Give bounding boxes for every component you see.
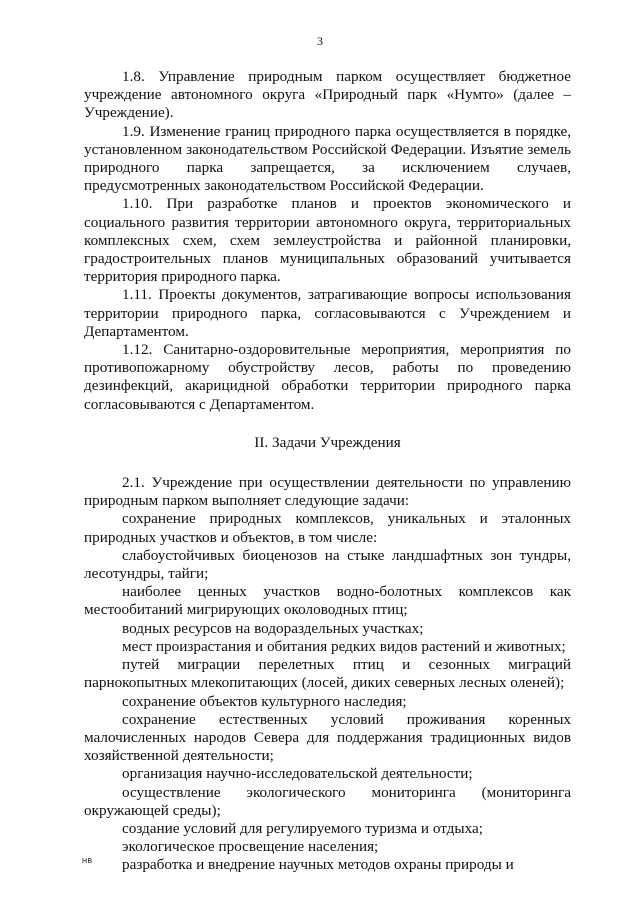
task-item: сохранение объектов культурного наследия; [122, 692, 407, 710]
task-item: осуществление экологического мониторинга (мониторинга окружающей среды); [84, 783, 571, 819]
paragraph-1-8: 1.8. Управление природным парком осуществляет бюджетное учреждение автономного округа «Природный парк «Нумто» (далее – Учреждение). [84, 68, 571, 122]
task-item: экологическое просвещение населения; [122, 838, 379, 856]
document-body [84, 68, 571, 875]
task-item: организация научно-исследовательской деятельности; [122, 765, 473, 783]
task-item: сохранение естественных условий проживания коренных малочисленных народов Севера для поддержания традиционных видов хозяйственной деятельности; [84, 710, 571, 765]
paragraph-2-1: 2.1. Учреждение при осуществлении деятельности по управлению природным парком выполняет следующие задачи: [84, 474, 571, 510]
task-item: наиболее ценных участков водно-болотных комплексов как местообитаний мигрирующих околоводных птиц; [84, 583, 571, 619]
task-item: разработка и внедрение научных методов охраны природы и [122, 856, 514, 874]
task-item: создание условий для регулируемого туризма и отдыха; [122, 819, 483, 837]
paragraph-1-10: 1.10. При разработке планов и проектов экономического и социального развития территории автономного округа, территориальных комплексных схем, схем землеустройства и районной планировки, градостроительных планов муниципальных образований учитывается территория природного парка. [84, 195, 571, 286]
task-item: слабоустойчивых биоценозов на стыке ландшафтных зон тундры, лесотундры, тайги; [84, 546, 571, 583]
page-number: 3 [317, 34, 323, 48]
task-item: мест произрастания и обитания редких видов растений и животных; [122, 637, 566, 655]
task-item: путей миграции перелетных птиц и сезонных миграций парнокопытных млекопитающих (лосей, диких северных лесных оленей); [84, 656, 571, 692]
paragraph-1-12: 1.12. Санитарно-оздоровительные мероприятия, мероприятия по противопожарному обустройству лесов, работы по проведению дезинфекций, акарицидной обработки территории природного парка согласовываются с Департаментом. [84, 341, 571, 413]
task-item: сохранение природных комплексов, уникальных и эталонных природных участков и объектов, в том числе: [84, 510, 571, 546]
section-heading: II. Задачи Учреждения [254, 433, 401, 451]
task-item: водных ресурсов на водораздельных участках; [122, 619, 424, 637]
paragraph-1-9: 1.9. Изменение границ природного парка осуществляется в порядке, установленном законодательством Российской Федерации. Изъятие земель природного парка запрещается, за исключением случаев, предусмотренных законодательством Российской Федерации. [84, 122, 571, 195]
footer-mark: НВ [82, 858, 93, 865]
paragraph-1-11: 1.11. Проекты документов, затрагивающие вопросы использования территории природного парка, согласовываются с Учреждением и Департаментом. [84, 286, 571, 340]
